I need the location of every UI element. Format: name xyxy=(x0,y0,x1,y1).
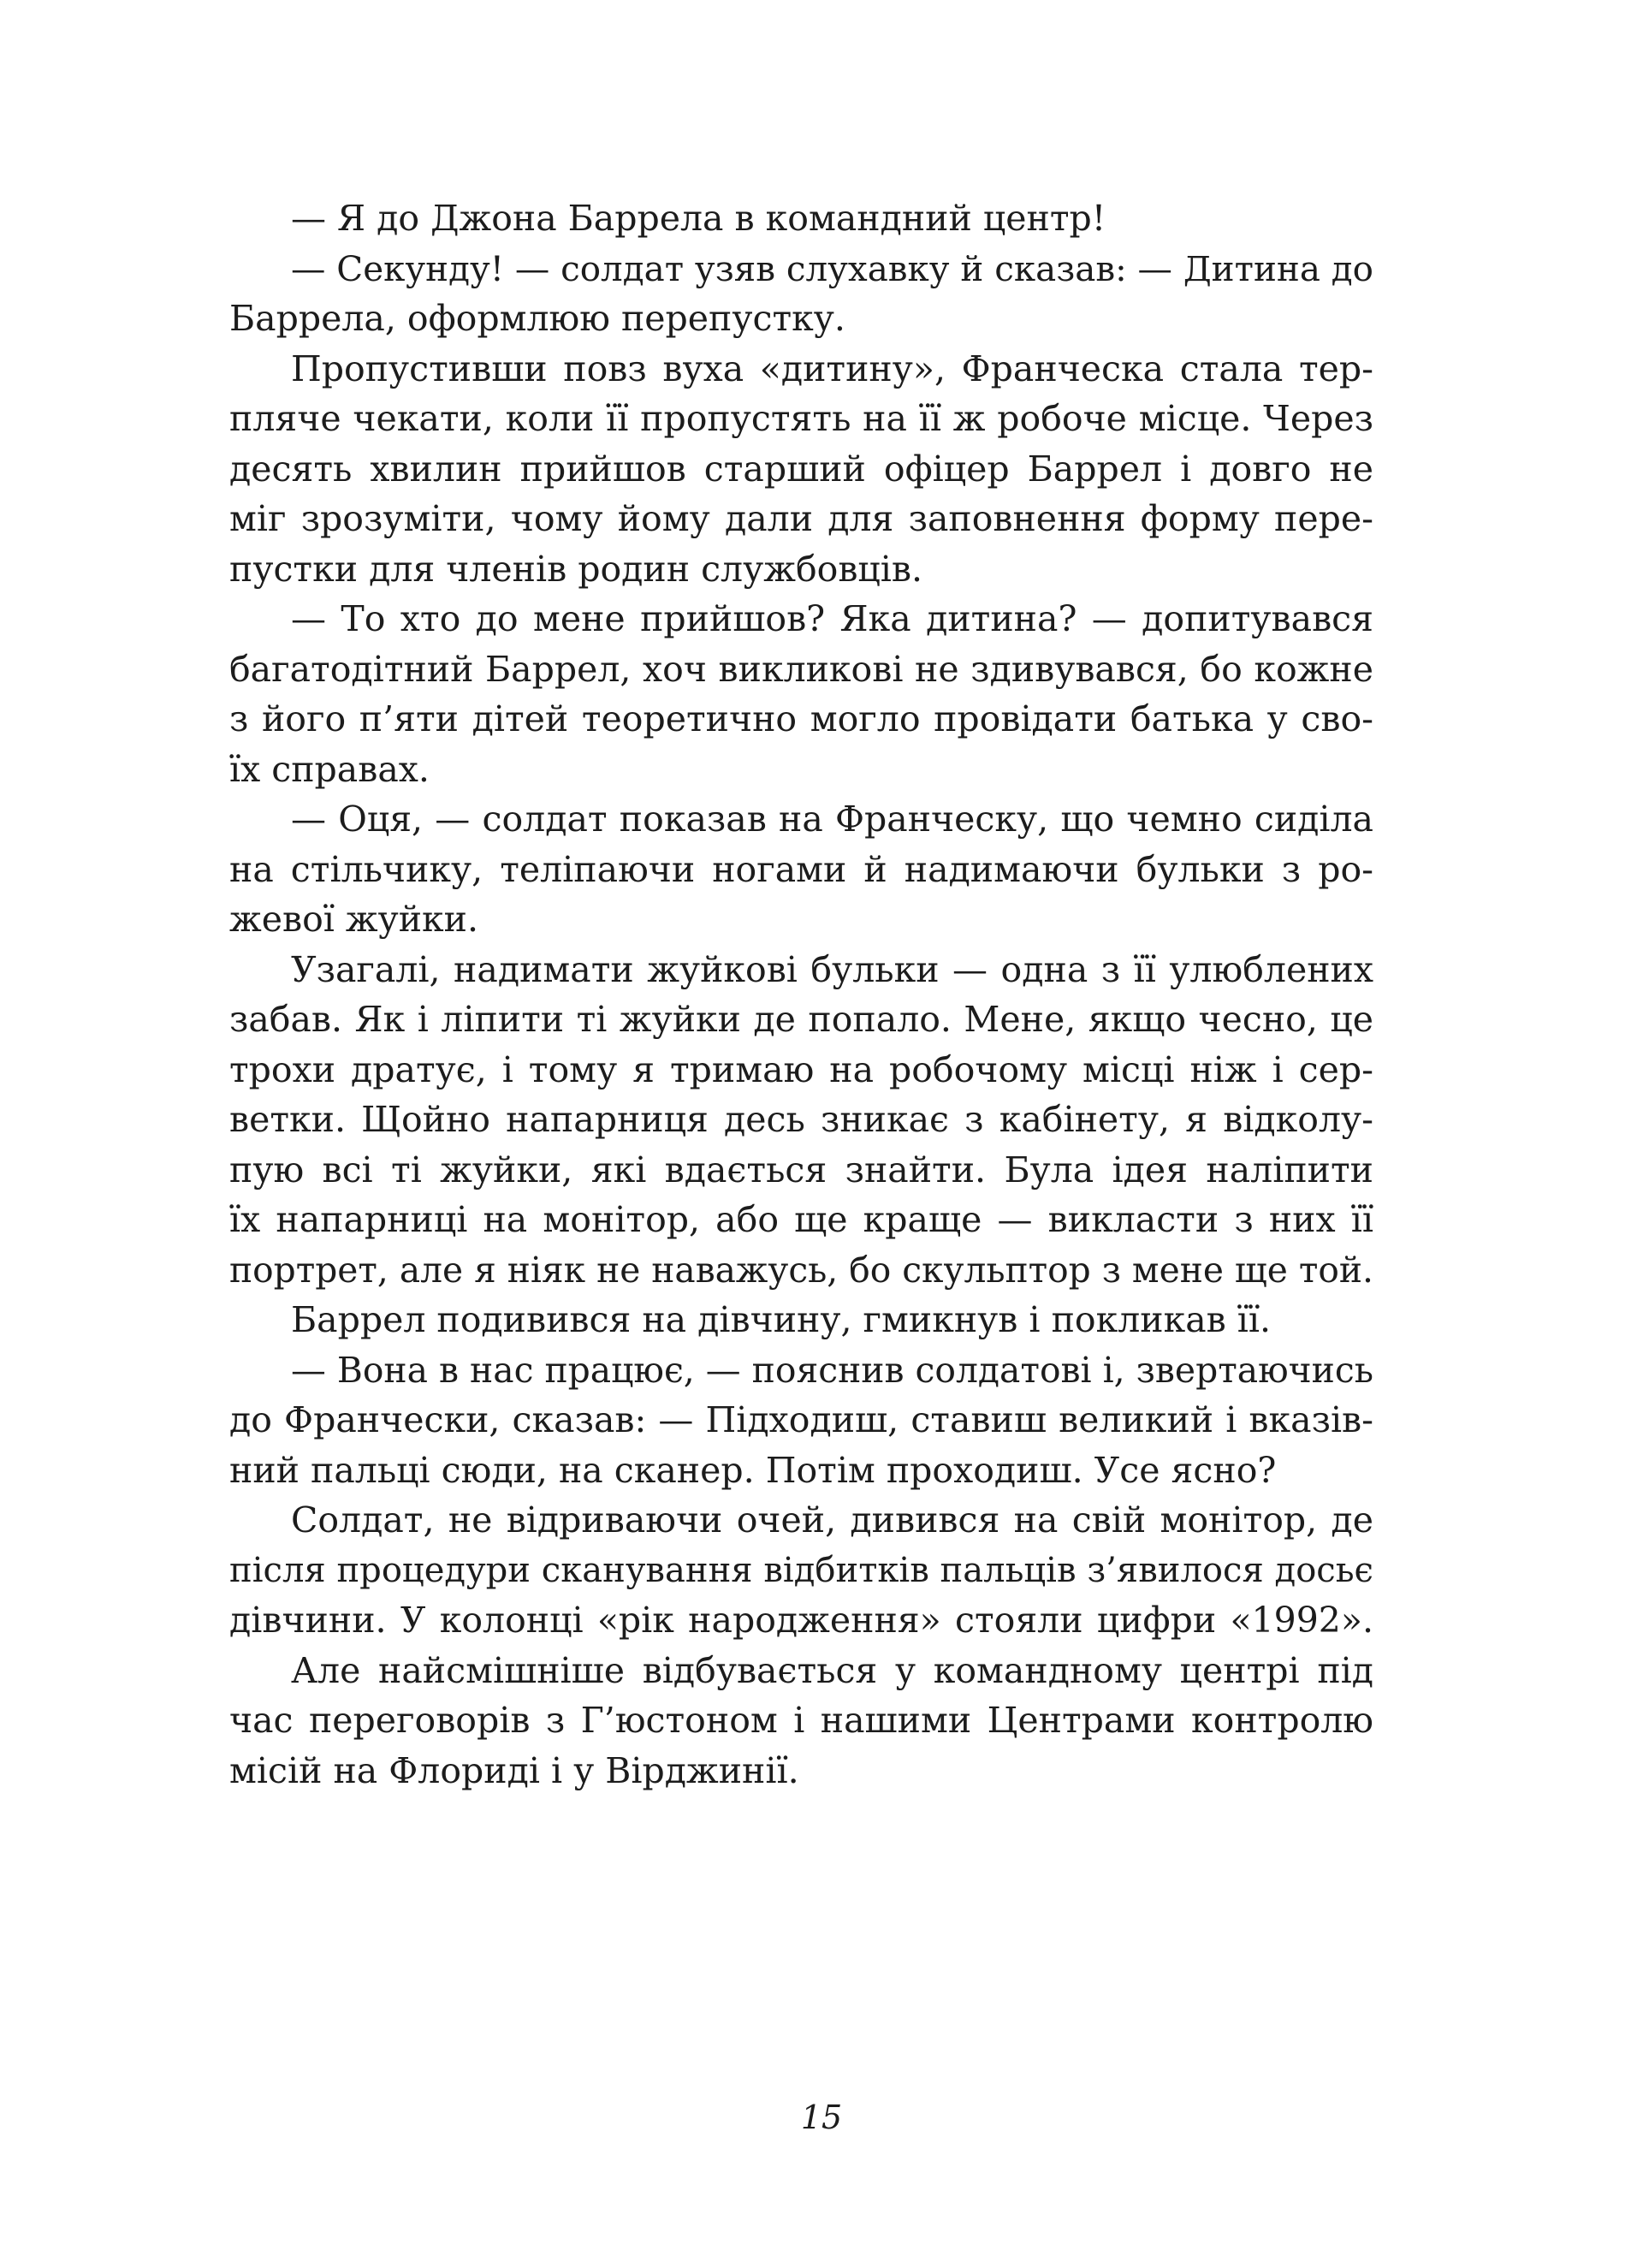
body-text xyxy=(229,193,1373,1796)
text-line: Узагалі, надимати жуйкові бульки — одна з її улюблених xyxy=(291,948,1373,990)
text-line: до Франчески, сказав: — Підходиш, ставиш великий і вказів- xyxy=(229,1399,1373,1440)
text-line: — Я до Джона Баррела в командний центр! xyxy=(291,198,1106,239)
text-line: міг зрозуміти, чому йому дали для заповнення форму пере- xyxy=(229,498,1373,539)
text-line: портрет, але я ніяк не наважусь, бо скульптор з мене ще той. xyxy=(229,1249,1373,1291)
text-line: Баррел подивився на дівчину, гмикнув і покликав її. xyxy=(291,1299,1272,1340)
text-line: багатодітний Баррел, хоч викликові не здивувався, бо кожне xyxy=(229,648,1373,690)
text-line: пляче чекати, коли її пропустять на її ж робоче місце. Через xyxy=(229,398,1373,439)
text-line: на стільчику, теліпаючи ногами й надимаючи бульки з ро- xyxy=(229,848,1373,890)
text-line: жевої жуйки. xyxy=(229,899,479,940)
text-line: дівчини. У колонці «рік народження» стояли цифри «1992». xyxy=(229,1600,1373,1641)
text-line: їх справах. xyxy=(229,748,430,790)
text-line: ний пальці сюди, на сканер. Потім проходиш. Усе ясно? xyxy=(229,1449,1277,1491)
page-number: 15 xyxy=(800,2099,843,2136)
text-line: їх напарниці на монітор, або ще краще — викласти з них її xyxy=(229,1199,1373,1240)
text-line: десять хвилин прийшов старший офіцер Баррел і довго не xyxy=(229,448,1373,490)
text-line: Пропустивши повз вуха «дитину», Франческа стала тер- xyxy=(291,347,1373,389)
text-line: ветки. Щойно напарниця десь зникає з кабінету, я відколу- xyxy=(229,1099,1373,1140)
text-line: забав. Як і ліпити ті жуйки де попало. Мене, якщо чесно, це xyxy=(229,999,1373,1040)
text-line: час переговорів з Г’юстоном і нашими Центрами контролю xyxy=(229,1700,1373,1741)
text-line: Солдат, не відриваючи очей, дивився на свій монітор, де xyxy=(291,1499,1373,1541)
text-line: Баррела, оформлюю перепустку. xyxy=(229,298,845,339)
text-line: з його п’яти дітей теоретично могло провідати батька у сво- xyxy=(229,698,1373,739)
text-line: після процедури сканування відбитків пальців з’явилося досьє xyxy=(229,1550,1373,1590)
text-line: — То хто до мене прийшов? Яка дитина? — допитувався xyxy=(291,598,1373,639)
text-line: пую всі ті жуйки, які вдається знайти. Була ідея наліпити xyxy=(229,1149,1373,1190)
text-line: Але найсмішніше відбувається у командному центрі під xyxy=(291,1649,1373,1691)
text-line: — Вона в нас працює, — пояснив солдатові і, звертаючись xyxy=(291,1349,1373,1391)
text-line: — Оця, — солдат показав на Франческу, що чемно сиділа xyxy=(291,799,1373,840)
text-line: місій на Флориді і у Вірджинії. xyxy=(229,1749,799,1791)
text-line: пустки для членів родин службовців. xyxy=(229,548,922,590)
text-line: — Секунду! — солдат узяв слухавку й сказав: — Дитина до xyxy=(291,247,1373,289)
text-line: трохи дратує, і тому я тримаю на робочому місці ніж і сер- xyxy=(229,1048,1373,1090)
